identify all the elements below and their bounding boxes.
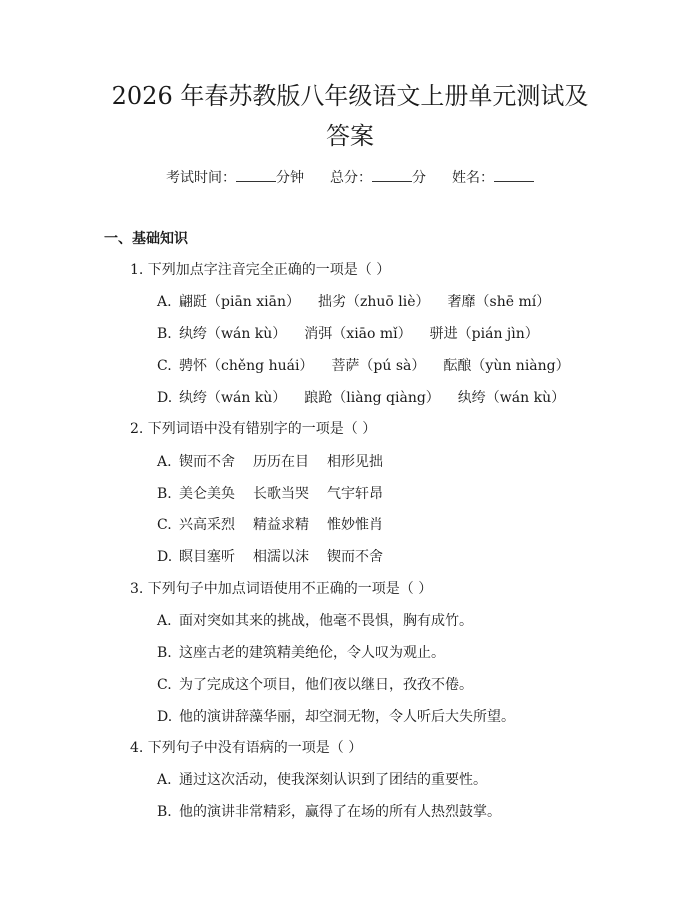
exam-time-label: 考试时间：	[166, 170, 236, 186]
option-text: 通过这次活动，使我深刻认识到了团结的重要性。	[179, 772, 487, 788]
question-2-stem: 2. 下列词语中没有错别字的一项是（ ）	[130, 421, 377, 437]
option-text: 他的演讲非常精彩，赢得了在场的所有人热烈鼓掌。	[179, 804, 501, 820]
option-part: 踉跄（liàng qiàng）	[304, 390, 440, 406]
total-score-blank	[372, 167, 412, 182]
total-score-unit: 分	[412, 170, 426, 186]
option-part: 纨绔（wán kù）	[457, 390, 566, 406]
question-2-option-c	[157, 514, 383, 536]
option-part: 美仑美奂	[179, 486, 235, 502]
option-letter: D.	[157, 709, 173, 725]
option-letter: A.	[157, 454, 172, 470]
exam-meta-line	[0, 167, 700, 189]
exam-time-blank	[236, 167, 276, 182]
option-part: 菩萨（pú sà）	[331, 358, 426, 374]
question-4-option-b	[157, 801, 501, 823]
option-part: 奢靡（shē mí）	[447, 294, 551, 310]
student-name-blank	[494, 167, 534, 182]
option-part: 气宇轩昂	[327, 486, 383, 502]
question-4-stem: 4. 下列句子中没有语病的一项是（ ）	[130, 740, 363, 756]
option-letter: C.	[157, 517, 172, 533]
option-letter: A.	[157, 294, 172, 310]
total-score-label: 总分：	[330, 170, 372, 186]
question-1-option-b	[157, 323, 539, 345]
option-letter: C.	[157, 677, 172, 693]
exam-time-unit: 分钟	[276, 170, 304, 186]
question-3-option-a	[157, 610, 473, 632]
option-text: 面对突如其来的挑战，他毫不畏惧，胸有成竹。	[179, 613, 473, 629]
question-2-option-d	[157, 546, 383, 568]
option-text: 为了完成这个项目，他们夜以继日，孜孜不倦。	[179, 677, 473, 693]
question-1-option-c	[157, 355, 570, 377]
option-part: 翩跹（piān xiān）	[179, 294, 300, 310]
option-part: 瞑目塞听	[179, 549, 235, 565]
option-text: 这座古老的建筑精美绝伦，令人叹为观止。	[179, 645, 445, 661]
option-part: 骈进（pián jìn）	[429, 326, 539, 342]
question-1-option-a	[157, 291, 550, 313]
option-part: 拙劣（zhuō liè）	[318, 294, 430, 310]
option-part: 骋怀（chěng huái）	[179, 358, 314, 374]
question-2-option-b	[157, 483, 383, 505]
option-letter: D.	[157, 390, 173, 406]
question-1-option-d	[157, 387, 565, 409]
option-letter: A.	[157, 613, 172, 629]
student-name-label: 姓名：	[452, 170, 494, 186]
option-part: 消弭（xiāo mǐ）	[304, 326, 412, 342]
option-letter: B.	[157, 486, 172, 502]
option-part: 长歌当哭	[253, 486, 309, 502]
option-part: 兴高采烈	[179, 517, 235, 533]
document-title: 2026 年春苏教版八年级语文上册单元测试及	[111, 82, 589, 110]
option-letter: C.	[157, 358, 172, 374]
option-letter: D.	[157, 549, 173, 565]
option-part: 纨绔（wán kù）	[179, 326, 287, 342]
option-letter: B.	[157, 645, 172, 661]
option-part: 锲而不舍	[179, 454, 235, 470]
option-part: 精益求精	[253, 517, 309, 533]
option-part: 相形见拙	[327, 454, 383, 470]
option-letter: B.	[157, 804, 172, 820]
question-3-option-c	[157, 674, 473, 696]
question-3-option-d	[157, 706, 515, 728]
document-title-continued: 答案	[326, 122, 374, 150]
option-text: 他的演讲辞藻华丽，却空洞无物，令人听后大失所望。	[179, 709, 515, 725]
option-part: 惟妙惟肖	[327, 517, 383, 533]
question-2-option-a	[157, 451, 383, 473]
question-3-option-b	[157, 642, 445, 664]
option-part: 酝酿（yùn niàng）	[443, 358, 570, 374]
option-part: 锲而不舍	[327, 549, 383, 565]
option-part: 相濡以沫	[253, 549, 309, 565]
option-part: 纨绔（wán kù）	[179, 390, 287, 406]
question-4-option-a	[157, 769, 487, 791]
option-part: 历历在目	[253, 454, 309, 470]
option-letter: B.	[157, 326, 172, 342]
section-heading-basic-knowledge: 一、基础知识	[104, 231, 188, 247]
question-1-stem: 1. 下列加点字注音完全正确的一项是（ ）	[130, 262, 391, 278]
option-letter: A.	[157, 772, 172, 788]
question-3-stem: 3. 下列句子中加点词语使用不正确的一项是（ ）	[130, 581, 433, 597]
